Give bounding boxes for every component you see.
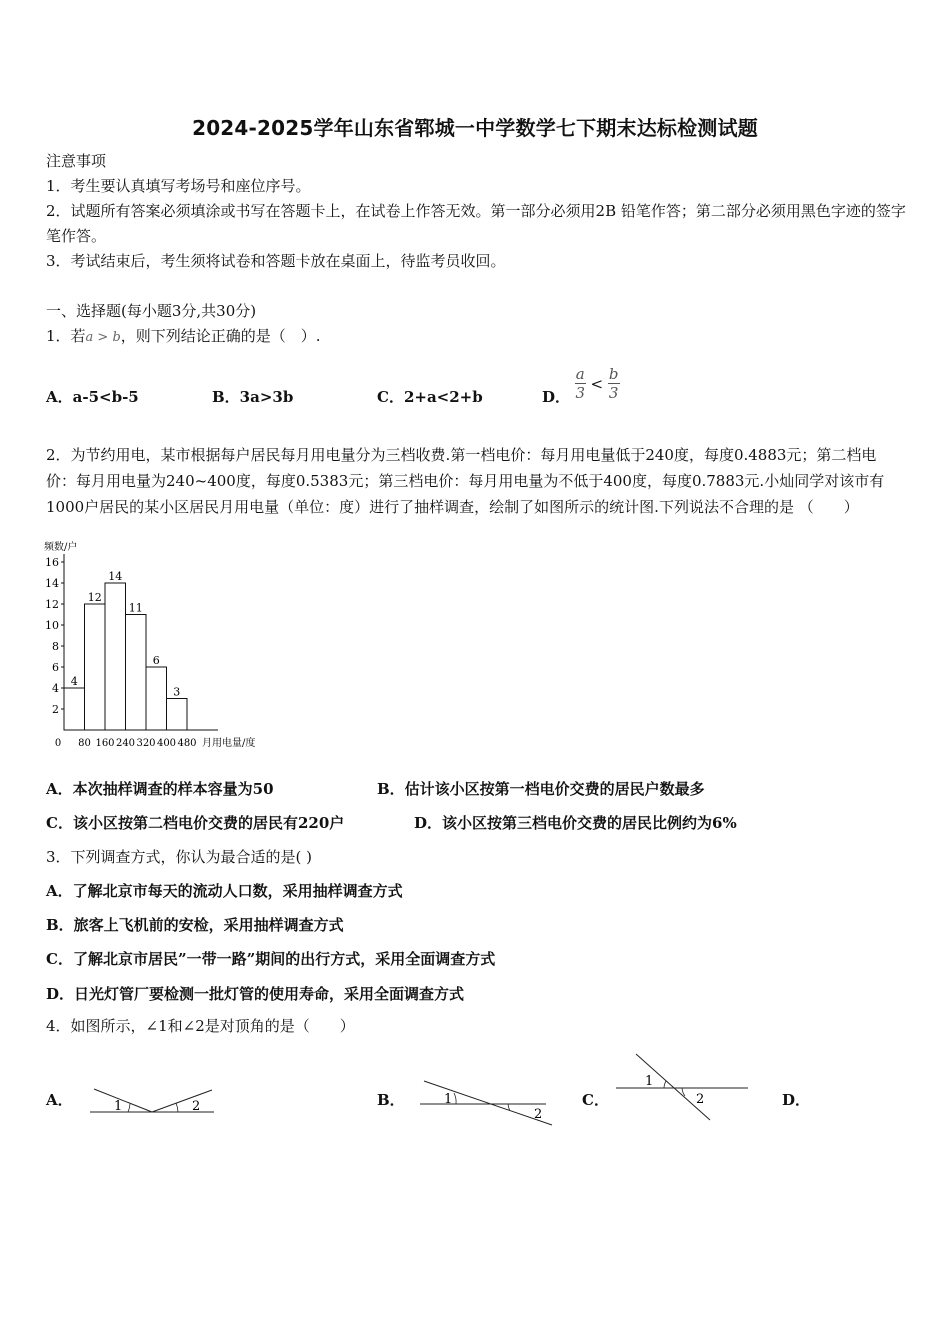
q3-option-a[interactable]: A．了解北京市每天的流动人口数，采用抽样调查方式 — [46, 882, 403, 900]
x-tick-label: 400 — [156, 738, 177, 749]
histogram-bar — [105, 583, 126, 730]
frac-den-3b: 3 — [608, 384, 619, 402]
q3-option-b[interactable]: B．旅客上飞机前的安检，采用抽样调查方式 — [46, 916, 344, 934]
q1-option-a[interactable]: A．a-5<b-5 — [46, 388, 139, 406]
notice-item-2: 2．试题所有答案必须填涂或书写在答题卡上，在试卷上作答无效。第一部分必须用2B 铅笔作答；第二部分必须用黑色字迹的签字笔作答。 — [46, 202, 906, 245]
chart-x-label: 月用电量/度 — [202, 738, 256, 749]
q2-option-d[interactable]: D．该小区按第三档电价交费的居民比例约为6% — [414, 814, 737, 832]
q4-figure-c — [612, 1050, 752, 1124]
question-1-suffix: ，则下列结论正确的是（ ）. — [120, 327, 321, 345]
x-tick-label: 480 — [177, 738, 197, 749]
frac-den-3: 3 — [575, 384, 586, 402]
x-tick-label: 240 — [115, 738, 136, 749]
svg-text:1: 1 — [114, 1099, 123, 1114]
x-tick-label: 80 — [78, 738, 91, 749]
q4-option-d[interactable]: D． — [782, 1091, 811, 1109]
svg-text:2: 2 — [696, 1092, 705, 1107]
q4-option-a[interactable]: A． — [46, 1091, 73, 1109]
histogram-bar — [146, 667, 167, 730]
q4-figure-b — [412, 1077, 557, 1129]
bar-value-label: 11 — [128, 601, 143, 615]
bar-value-label: 14 — [108, 570, 123, 583]
fraction-a-over-3 — [575, 365, 586, 402]
question-4: 4．如图所示，∠1和∠2是对顶角的是（ ） — [46, 1017, 355, 1035]
notice-heading: 注意事项 — [46, 152, 107, 170]
histogram-bar — [85, 604, 106, 730]
svg-text:1: 1 — [645, 1074, 654, 1089]
bar-value-label: 12 — [87, 591, 102, 604]
question-1 — [46, 324, 321, 350]
q4-option-b[interactable]: B． — [377, 1091, 405, 1109]
y-tick-label: 10 — [45, 619, 59, 632]
notice-item-3: 3．考试结束后，考生须将试卷和答题卡放在桌面上，待监考员收回。 — [46, 252, 506, 270]
q2-option-b[interactable]: B．估计该小区按第一档电价交费的居民户数最多 — [377, 780, 705, 798]
bar-value-label: 3 — [173, 685, 181, 699]
y-tick-label: 16 — [45, 556, 59, 569]
notice-item-1: 1．考生要认真填写考场号和座位序号。 — [46, 177, 311, 195]
histogram-bar — [126, 615, 147, 731]
svg-text:1: 1 — [444, 1092, 453, 1107]
question-3: 3．下列调查方式，你认为最合适的是( ) — [46, 848, 313, 866]
y-tick-label: 8 — [52, 640, 59, 653]
less-than-sign: < — [590, 374, 604, 393]
y-tick-label: 6 — [52, 661, 59, 674]
frac-num-a: a — [575, 365, 585, 383]
q3-option-d[interactable]: D．日光灯管厂要检测一批灯管的使用寿命，采用全面调查方式 — [46, 985, 465, 1003]
x-tick-label: 160 — [95, 738, 115, 749]
question-2: 2．为节约用电，某市根据每户居民每月用电量分为三档收费.第一档电价：每月用电量低于240度，每度0.4883元；第二档电价：每月用电量为240~400度，每度0.5383元；第三档电价：每月用电量为不低于400度，每度0.7883元.小灿同学对该市有1000户居民的某小区居民月用电量（单位：度）进行了抽样调查，绘制了如图所示的统计图.下列说法不合理的是 （ ） — [46, 446, 885, 516]
q4-figure-a — [84, 1082, 219, 1118]
chart-y-label: 频数/户 — [44, 542, 78, 553]
bar-value-label: 4 — [70, 675, 78, 688]
bar-value-label: 6 — [152, 654, 160, 667]
histogram-bar — [64, 688, 85, 730]
question-1-condition: a > b — [85, 330, 121, 345]
q1-option-d-label: D． — [542, 388, 571, 406]
q2-option-a[interactable]: A．本次抽样调查的样本容量为50 — [46, 780, 274, 798]
q2-option-c[interactable]: C．该小区按第二档电价交费的居民有220户 — [46, 814, 345, 832]
y-tick-label: 12 — [45, 598, 59, 611]
y-tick-label: 14 — [45, 577, 59, 590]
y-tick-label: 4 — [52, 682, 59, 695]
histogram-bar — [167, 699, 188, 731]
x-tick-label: 0 — [54, 738, 62, 749]
frac-num-b: b — [608, 365, 619, 383]
page-title: 2024-2025学年山东省郓城一中学数学七下期末达标检测试题 — [192, 116, 758, 140]
section-heading: 一、选择题(每小题3分,共30分) — [46, 302, 257, 320]
q4-option-c[interactable]: C． — [582, 1091, 609, 1109]
q1-option-d[interactable] — [542, 360, 620, 407]
q1-option-b[interactable]: B．3a>3b — [212, 388, 294, 406]
svg-text:2: 2 — [534, 1107, 543, 1122]
question-1-prefix: 1．若 — [46, 327, 86, 345]
q1-option-c[interactable]: C．2+a<2+b — [377, 388, 483, 406]
y-tick-label: 2 — [52, 703, 59, 716]
svg-text:2: 2 — [192, 1099, 201, 1114]
fraction-b-over-3 — [608, 365, 620, 402]
x-tick-label: 320 — [136, 738, 156, 749]
q3-option-c[interactable]: C．了解北京市居民”一带一路”期间的出行方式，采用全面调查方式 — [46, 950, 496, 968]
histogram-chart — [40, 540, 280, 752]
